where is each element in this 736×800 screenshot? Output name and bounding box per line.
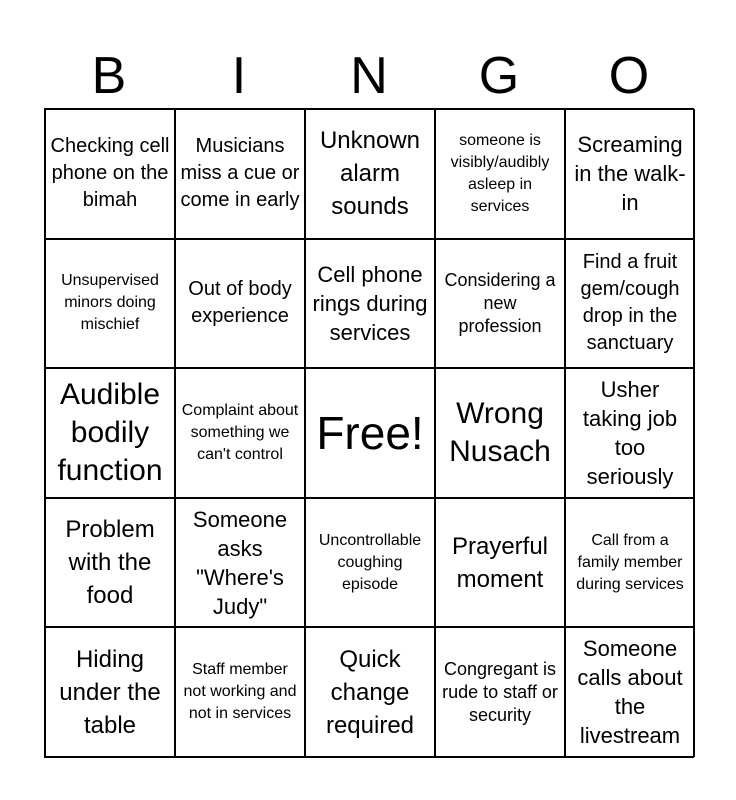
bingo-cell[interactable] [45,109,175,239]
bingo-cell[interactable] [45,239,175,369]
bingo-cell[interactable] [305,627,435,757]
bingo-cell[interactable] [175,109,305,239]
cell-text: Call from a family member during services [576,531,684,593]
cell-text: Someone calls about the livestream [577,636,683,749]
bingo-cell[interactable] [435,109,565,239]
cell-text: Audible bodily function [57,377,163,487]
cell-text: Usher taking job too seriously [582,376,678,489]
cell-text: Uncontrollable coughing episode [318,531,422,593]
bingo-cell[interactable] [175,239,305,369]
bingo-board [44,108,694,758]
bingo-cell[interactable] [565,498,695,628]
bingo-cell[interactable] [305,498,435,628]
cell-text: Unknown alarm sounds [319,127,421,221]
header-letter-g: G [478,47,520,105]
bingo-cell-free[interactable] [305,368,435,498]
bingo-cell[interactable] [435,498,565,628]
cell-text: Problem with the food [65,516,155,610]
bingo-cell[interactable] [305,109,435,239]
bingo-cell[interactable] [565,368,695,498]
cell-text: Out of body experience [188,278,292,328]
bingo-cell[interactable] [435,368,565,498]
cell-text: someone is visibly/audibly asleep in services [450,131,550,215]
cell-text: Prayerful moment [451,532,549,593]
cell-text: Quick change required [325,645,415,739]
bingo-cell[interactable] [435,239,565,369]
free-space-text: Free! [316,406,424,459]
bingo-cell[interactable] [565,109,695,239]
cell-text: Unsupervised minors doing mischief [61,272,159,334]
cell-text: Musicians miss a cue or come in early [180,135,300,212]
bingo-cell[interactable] [45,627,175,757]
bingo-cell[interactable] [305,239,435,369]
header-letter-o: O [608,47,650,105]
cell-text: Staff member not working and not in services [183,661,297,723]
bingo-cell[interactable] [565,239,695,369]
header-letter-b: B [91,47,127,105]
bingo-cell[interactable] [45,368,175,498]
header-letter-n: N [350,47,388,105]
cell-text: Complaint about something we can't control [181,401,299,463]
bingo-cell[interactable] [175,368,305,498]
bingo-header [44,48,694,104]
cell-text: Cell phone rings during services [312,261,428,345]
bingo-cell[interactable] [565,627,695,757]
cell-text: Hiding under the table [59,645,161,739]
cell-text: Checking cell phone on the bimah [50,135,170,212]
cell-text: Someone asks "Where's Judy" [192,506,288,619]
cell-text: Considering a new profession [444,269,556,336]
bingo-cell[interactable] [175,498,305,628]
cell-text: Congregant is rude to staff or security [442,658,558,725]
cell-text: Screaming in the walk-in [574,132,686,216]
cell-text: Find a fruit gem/cough drop in the sanctuary [580,251,680,355]
bingo-cell[interactable] [435,627,565,757]
bingo-cell[interactable] [45,498,175,628]
bingo-cell[interactable] [175,627,305,757]
cell-text: Wrong Nusach [449,396,551,468]
header-letter-i: I [231,47,247,105]
